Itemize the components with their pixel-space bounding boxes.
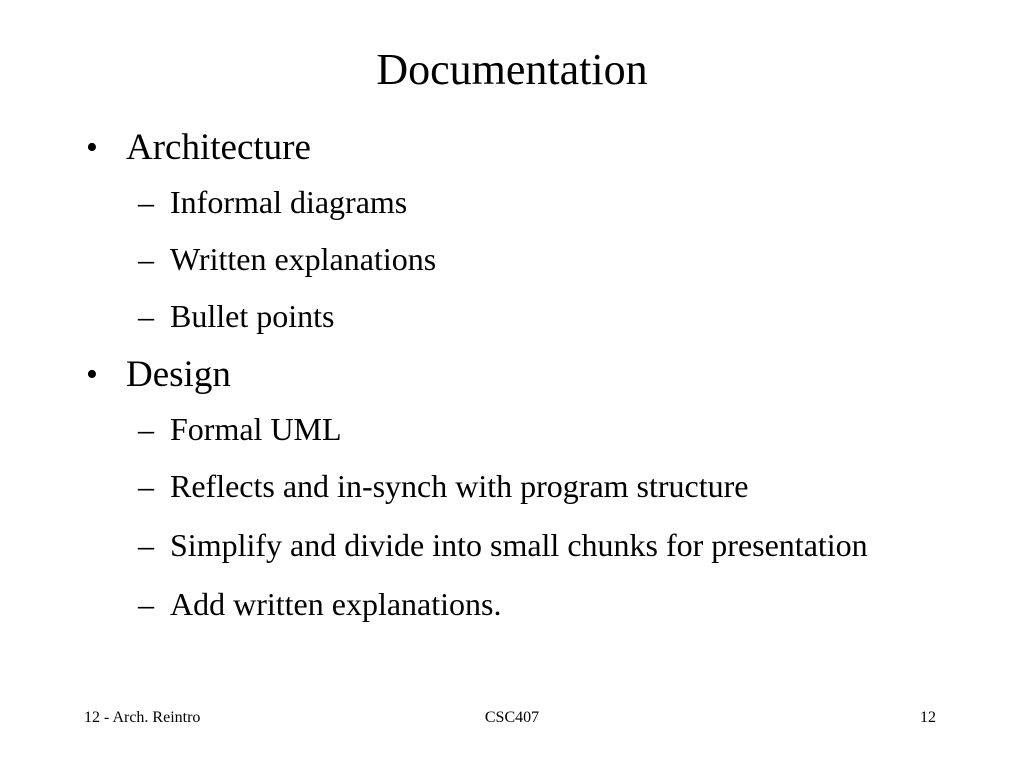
dash-marker: – <box>138 411 154 447</box>
bullet-label: Design <box>126 354 231 395</box>
sublist-design <box>84 409 914 624</box>
sub-item <box>84 182 914 222</box>
bullet-label: Architecture <box>126 127 311 168</box>
sub-item <box>84 584 914 624</box>
sub-item-text: Formal UML <box>170 411 342 447</box>
dash-marker: – <box>138 298 154 334</box>
sub-item-text: Informal diagrams <box>170 184 408 220</box>
dash-marker: – <box>138 586 154 622</box>
dash-marker: – <box>138 527 154 563</box>
dash-marker: – <box>138 184 154 220</box>
sublist-architecture <box>84 182 914 336</box>
sub-item <box>84 296 914 336</box>
sub-item <box>84 523 914 567</box>
sub-item <box>84 466 914 506</box>
sub-item-text: Bullet points <box>170 298 335 334</box>
bullet-marker: • <box>86 356 98 393</box>
dash-marker: – <box>138 241 154 277</box>
slide-number: 12 <box>920 709 936 726</box>
slide-content <box>84 126 914 641</box>
footer-left: 12 - Arch. Reintro <box>84 709 201 726</box>
bullet-design <box>84 353 914 397</box>
sub-item-text: Add written explanations. <box>170 586 502 622</box>
sub-item <box>84 239 914 279</box>
sub-item-text: Written explanations <box>170 241 437 277</box>
slide-title: Documentation <box>376 45 648 94</box>
dash-marker: – <box>138 468 154 504</box>
sub-item-text: Simplify and divide into small chunks for presentation <box>170 527 868 563</box>
sub-item <box>84 409 914 449</box>
bullet-marker: • <box>86 129 98 166</box>
sub-item-text: Reflects and in-synch with program structure <box>170 468 749 504</box>
footer-center: CSC407 <box>484 709 540 726</box>
bullet-architecture <box>84 126 914 170</box>
